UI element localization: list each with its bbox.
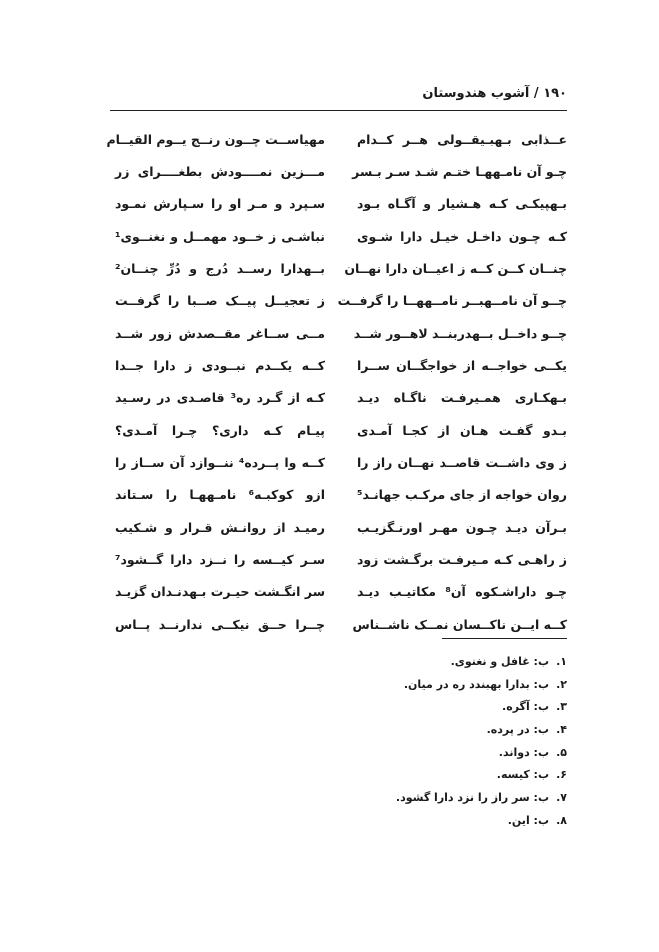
hemistich-second: رمیـد از روانـش قـرار و شـکیب: [115, 519, 325, 535]
footnote: [267, 650, 567, 673]
hemistich-second: چــرا حــق نیکــی ندارنــد پــاس: [115, 616, 325, 632]
couplet: [115, 608, 567, 640]
page-header: ۱۹۰ / آشوب هندوستان: [422, 86, 567, 101]
footnote: [267, 673, 567, 696]
hemistich-first: بـهپیکـی کـه هـشیار و آگـاه بـود: [357, 196, 567, 212]
hemistich-second: سـر کیــسه را نــزد دارا گــشود⁷: [115, 552, 325, 568]
couplet: [115, 479, 567, 511]
footnote-number: ۵.: [556, 745, 567, 759]
hemistich-first: کـه چـون داخـل خیـل دارا شـوی: [357, 228, 567, 244]
footnote-text: ب: این.: [507, 813, 549, 827]
hemistich-second: ازو کوکبـه⁶ نامـههـا را سـتاند: [115, 487, 325, 503]
footnote-number: ۶.: [556, 768, 567, 782]
footnote: [267, 786, 567, 809]
hemistich-first: چــو داخــل بــهدربنــد لاهــور شــد: [353, 325, 567, 341]
couplet: [115, 220, 567, 252]
hemistich-second: بــهدارا رســد دُرج و دُرِّ چنــان²: [115, 261, 325, 277]
footnote-number: ۱.: [556, 654, 567, 668]
footnote: [267, 741, 567, 764]
hemistich-first: چـو آن نامـههـا ختـم شـد سـر بـسر: [352, 164, 567, 180]
hemistich-second: کـه از گـرد ره³ قاصـدی در رسـید: [115, 390, 325, 406]
couplet: [115, 188, 567, 220]
hemistich-first: بـهکـاری همـیرفـت ناگـاه دیـد: [357, 390, 567, 406]
footnote-text: ب: کیسه.: [496, 768, 549, 782]
couplet: [115, 382, 567, 414]
couplet: [115, 576, 567, 608]
couplet: [106, 123, 567, 155]
hemistich-first: بـرآن دیـد چـون مهـر اورنـگزیـب: [357, 519, 567, 535]
hemistich-first: یکــی خواجــه از خواجگــان ســرا: [357, 358, 567, 374]
hemistich-second: سر انگـشت حیـرت بـهدنـدان گزیـد: [115, 584, 325, 600]
footnote-rule: [442, 638, 567, 639]
hemistich-second: مــی ســاغر مقــصدش زور شــد: [115, 325, 325, 341]
hemistich-first: ز وی داشــت قاصــد نهــان راز را: [357, 455, 567, 471]
footnote-number: ۲.: [556, 677, 567, 691]
hemistich-first: چــو آن نامــهبــر نامــههــا را گرفــت: [337, 293, 567, 309]
footnote-text: ب: در پرده.: [486, 722, 549, 736]
couplet: [115, 414, 567, 446]
footnote: [267, 718, 567, 741]
hemistich-second: کــه یکــدم نبــودی ز دارا جــدا: [115, 358, 325, 374]
footnotes: [267, 650, 567, 832]
hemistich-first: چنــان کــن کــه ز اعیــان دارا نهــان: [344, 261, 567, 277]
hemistich-second: ز تعجیــل پیــک صــبا را گرفــت: [115, 293, 325, 309]
footnote-text: ب: سر راز را نزد دارا گشود.: [395, 790, 549, 804]
couplet: [115, 511, 567, 543]
couplet: [115, 252, 567, 284]
couplet: [115, 349, 567, 381]
couplet: [115, 317, 567, 349]
couplet: [115, 543, 567, 575]
header-rule: [110, 110, 567, 111]
footnote: [267, 695, 567, 718]
hemistich-first: بـدو گفـت هـان از کجـا آمـدی: [357, 422, 567, 438]
couplet: [115, 446, 567, 478]
footnote: [267, 763, 567, 786]
footnote-text: ب: غافل و نغنوی.: [450, 654, 549, 668]
footnote-number: ۳.: [556, 700, 567, 714]
poem: [106, 123, 567, 641]
couplet: [115, 285, 567, 317]
footnote-text: ب: آگره.: [502, 700, 549, 714]
footnote: [267, 809, 567, 832]
hemistich-first: روان خواجه از جای مرکـب جهانـد⁵: [357, 487, 567, 503]
hemistich-second: پیـام کـه داری؟ چـرا آمـدی؟: [115, 422, 325, 438]
footnote-number: ۸.: [556, 813, 567, 827]
footnote-number: ۴.: [556, 722, 567, 736]
hemistich-first: کــه ایــن ناکــسان نمــک ناشــناس: [352, 616, 567, 632]
hemistich-first: عــذابی بـهبـیقــولی هــر کــدام: [357, 131, 567, 147]
hemistich-second: کــه وا پــرده⁴ ننــوازد آن ســاز را: [115, 455, 325, 471]
hemistich-first: ز راهـی کـه مـیرفـت برگـشت زود: [357, 552, 567, 568]
couplet: [115, 155, 567, 187]
hemistich-second: سـپرد و مـر او را سـپارش نمـود: [115, 196, 325, 212]
hemistich-second: مـــزین نمــــودش بطغــــرای زر: [115, 164, 325, 180]
hemistich-first: چـو داراشـکوه آن⁸ مکاتیـب دیـد: [357, 584, 567, 600]
footnote-number: ۷.: [556, 790, 567, 804]
hemistich-second: نباشـی ز خــود مهمــل و نغنــوی¹: [115, 228, 325, 244]
hemistich-second: مهیاســت چــون رنــج یــوم القیــام: [106, 131, 325, 147]
footnote-text: ب: دواند.: [498, 745, 549, 759]
footnote-text: ب: بدارا بهبندد ره در میان.: [403, 677, 549, 691]
